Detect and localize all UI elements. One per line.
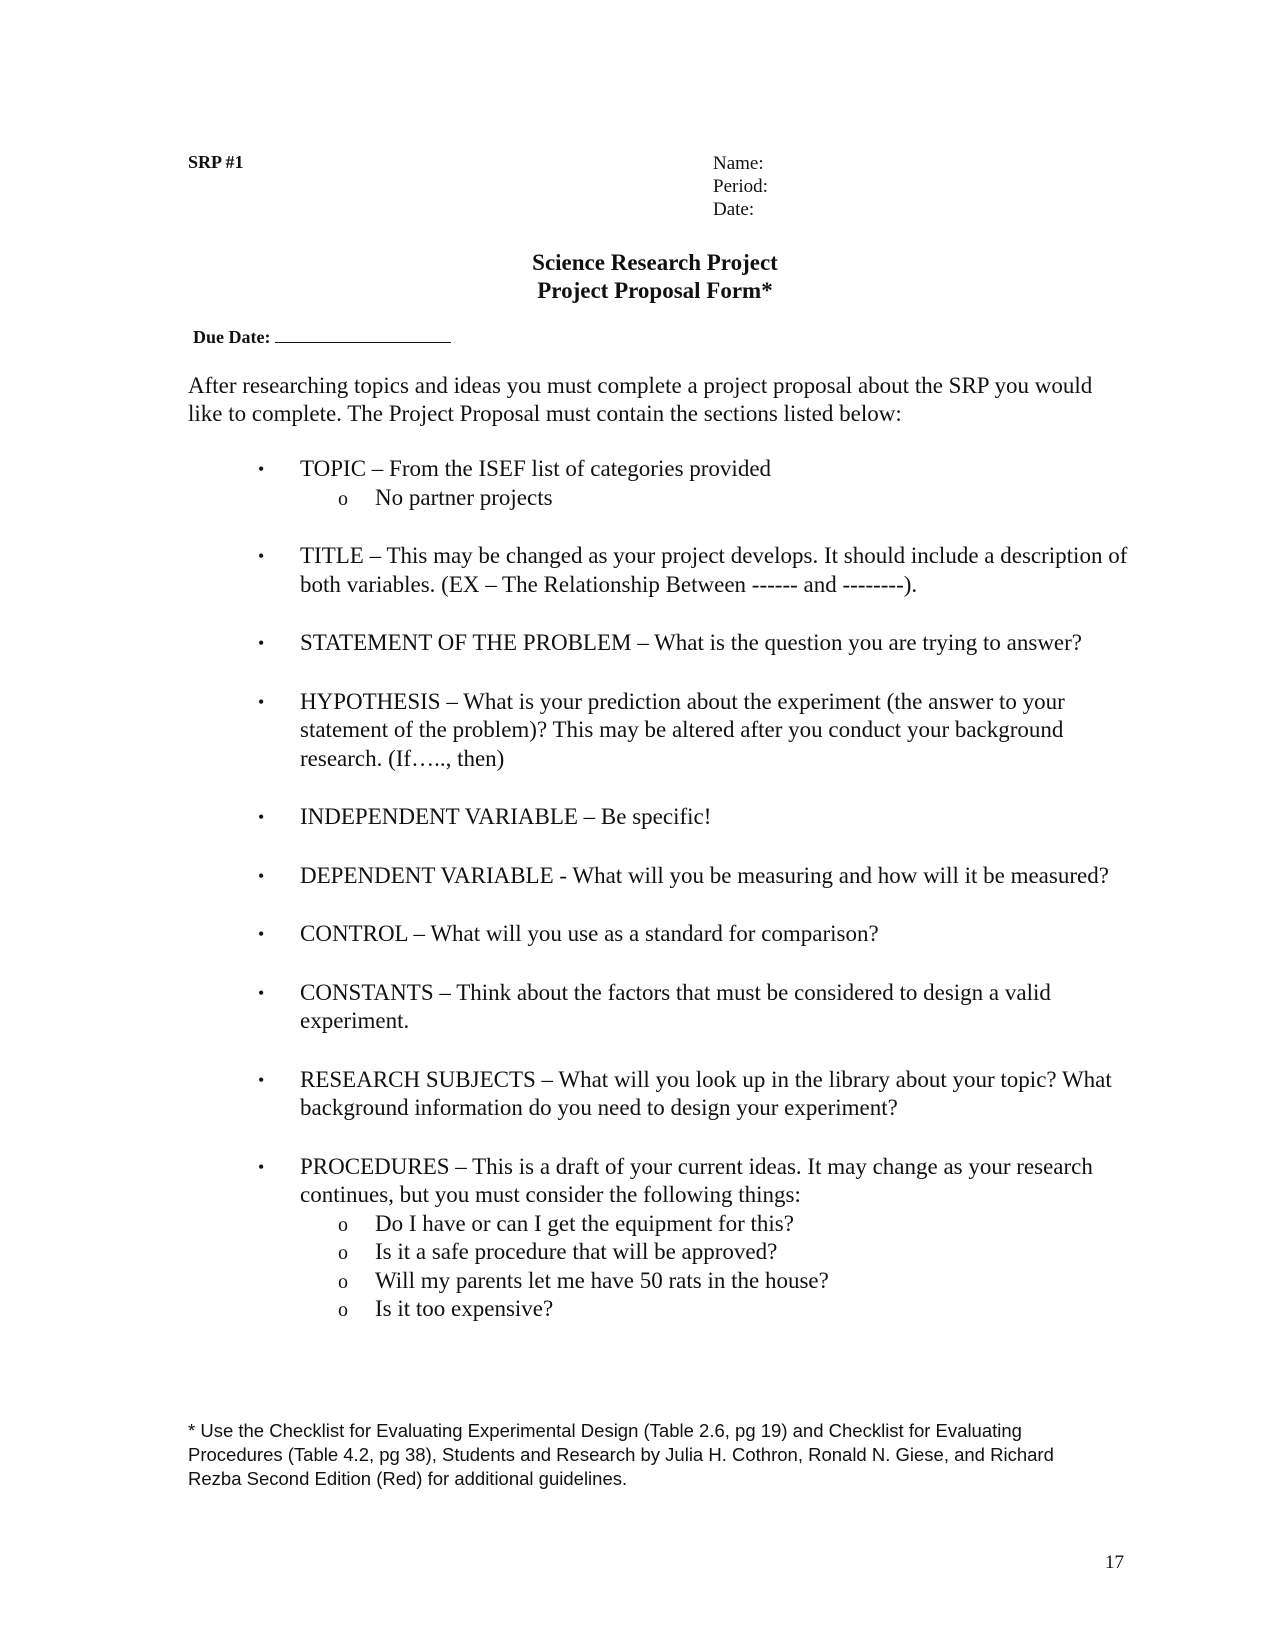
bullet-icon: • xyxy=(258,924,265,944)
form-id-label: SRP #1 xyxy=(188,152,244,172)
period-field-label: Period: xyxy=(713,176,768,197)
bullet-icon: • xyxy=(258,1069,265,1090)
sub-list-item xyxy=(300,1210,1135,1239)
section-text: CONTROL – What will you use as a standard for comparison? xyxy=(300,921,879,946)
section-item xyxy=(255,1153,1135,1324)
due-date-label: Due Date: xyxy=(193,327,271,347)
hollow-bullet-icon: o xyxy=(338,487,348,510)
bullet-icon: • xyxy=(258,1156,265,1177)
student-info-fields xyxy=(713,152,768,221)
sub-item-text: Is it a safe procedure that will be approved? xyxy=(375,1239,778,1264)
footnote: * Use the Checklist for Evaluating Experimental Design (Table 2.6, pg 19) and Checklist for Evaluating Procedures (Table 4.2, pg 38), Students and Research by Julia H. Cothron, Ronald N. Giese, and Richard Rezba Second Edition (Red) for additional guidelines. xyxy=(188,1420,1054,1489)
sub-item-text: Will my parents let me have 50 rats in the house? xyxy=(375,1267,829,1293)
name-field-label: Name: xyxy=(713,153,764,174)
bullet-icon: • xyxy=(258,633,265,653)
sub-item-text: Is it too expensive? xyxy=(375,1296,554,1321)
section-text: HYPOTHESIS – What is your prediction about the experiment (the answer to your statement of the problem)? This may be altered after you conduct your background research. (If….., then) xyxy=(300,688,1065,771)
proposal-sections-list xyxy=(255,455,1135,1354)
section-item xyxy=(255,1066,1135,1123)
section-item xyxy=(255,542,1135,599)
intro-paragraph: After researching topics and ideas you must complete a project proposal about the SRP you would like to complete. The Project Proposal must contain the sections listed below: xyxy=(188,373,1093,426)
sub-list xyxy=(300,484,1135,513)
section-text: TITLE – This may be changed as your project develops. It should include a description of both variables. (EX – The Relationship Between ------ and --------). xyxy=(300,543,1128,597)
sub-item-text: Do I have or can I get the equipment for this? xyxy=(375,1210,794,1236)
due-date-row xyxy=(193,325,451,348)
bullet-icon: • xyxy=(258,546,265,566)
bullet-icon: • xyxy=(258,691,265,712)
section-text: CONSTANTS – Think about the factors that must be considered to design a valid experiment. xyxy=(300,979,1051,1033)
section-text: PROCEDURES – This is a draft of your current ideas. It may change as your research continues, but you must consider the following things: xyxy=(300,1153,1093,1207)
sub-list-item xyxy=(300,1238,1135,1267)
page-number: 17 xyxy=(1105,1552,1124,1573)
section-item xyxy=(255,979,1135,1036)
hollow-bullet-icon: o xyxy=(338,1242,348,1264)
section-item xyxy=(255,803,1135,832)
bullet-icon: • xyxy=(258,807,265,827)
section-item xyxy=(255,455,1135,512)
section-item xyxy=(255,629,1135,658)
date-field-label: Date: xyxy=(713,199,755,220)
section-text: INDEPENDENT VARIABLE – Be specific! xyxy=(300,804,712,829)
section-text: DEPENDENT VARIABLE - What will you be measuring and how will it be measured? xyxy=(300,862,1109,888)
hollow-bullet-icon: o xyxy=(338,1213,348,1236)
sub-list-item xyxy=(300,484,1135,513)
due-date-blank-line xyxy=(275,325,451,343)
sub-list xyxy=(300,1210,1135,1324)
section-text: RESEARCH SUBJECTS – What will you look up in the library about your topic? What background information do you need to design your experiment? xyxy=(300,1066,1112,1120)
hollow-bullet-icon: o xyxy=(338,1299,348,1321)
title-line-1: Science Research Project xyxy=(532,250,778,275)
document-title xyxy=(0,249,1275,305)
bullet-icon: • xyxy=(258,982,265,1003)
hollow-bullet-icon: o xyxy=(338,1270,348,1293)
section-text: TOPIC – From the ISEF list of categories provided xyxy=(300,456,772,481)
sub-item-text: No partner projects xyxy=(375,484,553,510)
title-line-2: Project Proposal Form* xyxy=(537,278,773,303)
section-item xyxy=(255,688,1135,774)
section-item xyxy=(255,862,1135,891)
section-text: STATEMENT OF THE PROBLEM – What is the question you are trying to answer? xyxy=(300,630,1082,655)
bullet-icon: • xyxy=(258,865,265,886)
bullet-icon: • xyxy=(258,459,265,479)
sub-list-item xyxy=(300,1267,1135,1296)
sub-list-item xyxy=(300,1295,1135,1324)
section-item xyxy=(255,920,1135,949)
